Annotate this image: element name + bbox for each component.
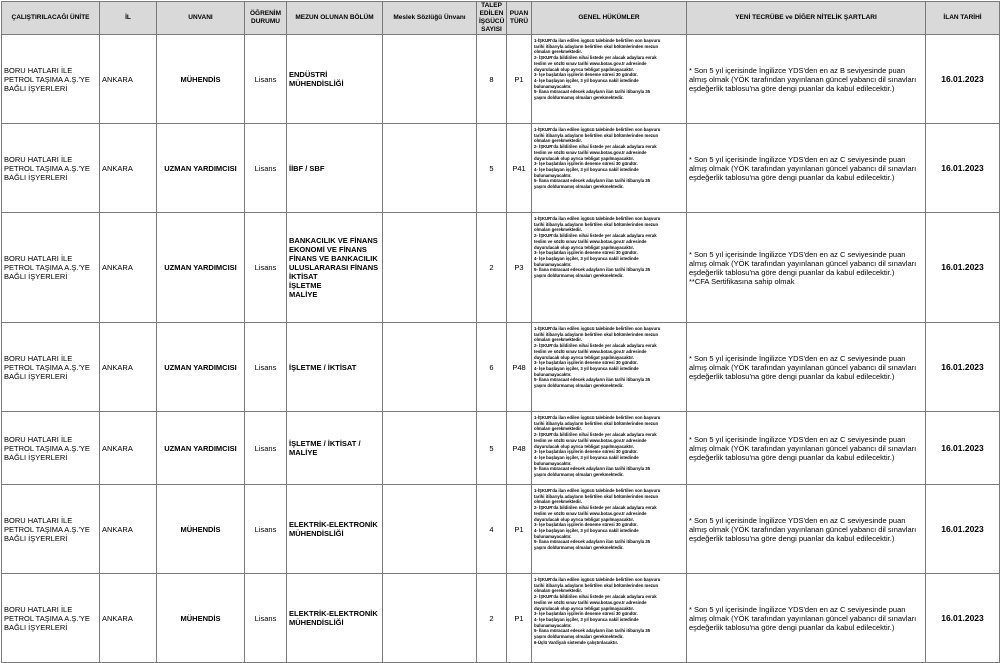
general-cell-line: olmaları gerekmektedir. — [534, 588, 583, 594]
conditions-cell-line: * Son 5 yıl içerisinde İngilizce YDS'den en az C seviyesinde puan — [689, 604, 906, 614]
general-cell-line: 1-İŞKUR'da ilan edilen işgücü talebinde belirtilen son başvuru — [534, 488, 661, 493]
department-cell-line: FİNANS VE BANKACILIK — [289, 254, 378, 263]
conditions-cell-line: * Son 5 yıl içerisinde İngilizce YDS'den en az C seviyesinde puan — [689, 434, 906, 444]
status-cell: Lisans — [245, 323, 287, 412]
conditions-cell — [687, 412, 926, 485]
department-cell-line: İKTİSAT — [289, 272, 318, 281]
date-cell: 16.01.2023 — [926, 574, 1000, 663]
general-cell-line: bulunamayacaktır. — [534, 460, 572, 466]
general-cell-line: olmaları gerekmektedir. — [534, 227, 583, 233]
general-cell-line: olmaları gerekmektedir. — [534, 138, 583, 144]
conditions-cell-line: * Son 5 yıl içerisinde İngilizce YDS'den en az C seviyesinde puan — [689, 249, 906, 259]
general-cell-line: duyurulacak olup ayrıca tebligat yapılmayacaktır. — [534, 354, 635, 360]
general-cell-line: 5- İlana müracaat edecek adayların ilan tarihi itibarıyla 35 — [534, 539, 651, 545]
general-cell-line: 5- İlana müracaat edecek adayların ilan tarihi itibarıyla 35 — [534, 628, 651, 634]
general-cell-line: olmaları gerekmektedir. — [534, 49, 583, 55]
count-cell: 2 — [477, 574, 507, 663]
sozluk-cell — [383, 323, 477, 412]
sozluk-cell — [383, 412, 477, 485]
general-cell-line: yaşını doldurmamış olmaları gerekmektedir. — [534, 273, 624, 279]
count-cell: 4 — [477, 485, 507, 574]
general-cell-line: teslim ve sözlü sınav tarihi www.botas.gov.tr adresinde — [534, 599, 647, 605]
general-cell-line: tarihi itibarıyla adayların belirtilen okul bölümlerinden mezun — [534, 582, 659, 588]
date-cell: 16.01.2023 — [926, 124, 1000, 213]
general-cell-line: yaşını doldurmamış olmaları gerekmektedir. — [534, 184, 624, 190]
conditions-cell — [687, 124, 926, 213]
general-cell-line: olmaları gerekmektedir. — [534, 499, 583, 505]
general-cell — [532, 485, 687, 574]
sozluk-cell — [383, 124, 477, 213]
general-cell-line: 1-İŞKUR'da ilan edilen işgücü talebinde belirtilen son başvuru — [534, 127, 661, 132]
header-puan: PUAN TÜRÜ — [507, 2, 532, 35]
general-cell-line: duyurulacak olup ayrıca tebligat yapılmayacaktır. — [534, 66, 635, 72]
general-cell-line: duyurulacak olup ayrıca tebligat yapılmayacaktır. — [534, 155, 635, 161]
general-cell-line: tarihi itibarıyla adayların belirtilen okul bölümlerinden mezun — [534, 221, 659, 227]
status-cell: Lisans — [245, 124, 287, 213]
status-cell: Lisans — [245, 213, 287, 323]
puan-cell: P1 — [507, 485, 532, 574]
unit-cell: BORU HATLARI İLE PETROL TAŞIMA A.Ş.'YE BAĞLI İŞYERLERİ — [2, 412, 100, 485]
date-cell: 16.01.2023 — [926, 412, 1000, 485]
sozluk-cell — [383, 35, 477, 124]
count-cell: 6 — [477, 323, 507, 412]
general-cell — [532, 213, 687, 323]
general-cell-line: yaşını doldurmamış olmaları gerekmektedir. — [534, 634, 624, 640]
general-cell-line: tarihi itibarıyla adayların belirtilen okul bölümlerinden mezun — [534, 331, 659, 337]
department-cell-line: İŞLETME / İKTİSAT — [289, 362, 357, 372]
department-cell — [287, 323, 383, 412]
general-cell-line: 3- İşe başlatılan işçilerin deneme süresi 30 gündür. — [534, 522, 638, 528]
puan-cell: P3 — [507, 213, 532, 323]
header-unit: ÇALIŞTIRILACAĞI ÜNİTE — [2, 2, 100, 35]
unit-cell: BORU HATLARI İLE PETROL TAŞIMA A.Ş.'YE BAĞLI İŞYERLERİ — [2, 35, 100, 124]
general-cell-line: 2- İŞKUR'da bildirilen nihai listede yer alacak adaylara evrak — [534, 144, 657, 150]
table-row — [2, 485, 1000, 574]
unit-cell: BORU HATLARI İLE PETROL TAŞIMA A.Ş.'YE BAĞLI İŞYERLERİ — [2, 574, 100, 663]
conditions-cell-line: **CFA Sertifikasına sahip olmak — [689, 276, 795, 286]
general-cell-line: 2- İŞKUR'da bildirilen nihai listede yer alacak adaylara evrak — [534, 432, 657, 438]
header-count: TALEP EDİLEN İŞGÜCÜ SAYISI — [477, 2, 507, 35]
unit-cell: BORU HATLARI İLE PETROL TAŞIMA A.Ş.'YE BAĞLI İŞYERLERİ — [2, 213, 100, 323]
general-cell-line: bulunamayacaktır. — [534, 83, 572, 89]
sozluk-cell — [383, 574, 477, 663]
table-row — [2, 124, 1000, 213]
general-cell-line: 5- İlana müracaat edecek adayların ilan tarihi itibarıyla 35 — [534, 89, 651, 95]
department-cell-line: İİBF / SBF — [289, 163, 325, 173]
general-cell-line: 3- İşe başlatılan işçilerin deneme süresi 30 gündür. — [534, 449, 638, 455]
header-row — [2, 2, 1000, 35]
city-cell: ANKARA — [100, 323, 157, 412]
department-cell — [287, 35, 383, 124]
conditions-cell — [687, 35, 926, 124]
general-cell-line: teslim ve sözlü sınav tarihi www.botas.gov.tr adresinde — [534, 149, 647, 155]
conditions-cell-line: * Son 5 yıl içerisinde İngilizce YDS'den en az B seviyesinde puan — [689, 65, 906, 75]
conditions-cell-line: eşdeğerlik tablosu'na göre dengi puanlar da kabul edilecektir.) — [689, 533, 895, 543]
general-cell-line: tarihi itibarıyla adayların belirtilen okul bölümlerinden mezun — [534, 43, 659, 49]
general-cell — [532, 574, 687, 663]
general-cell-line: yaşını doldurmamış olmaları gerekmektedir. — [534, 545, 624, 551]
general-cell-line: 4- İşe başlayan işçiler, 3 yıl boyunca nakil istedinde — [534, 255, 639, 261]
unit-cell: BORU HATLARI İLE PETROL TAŞIMA A.Ş.'YE BAĞLI İŞYERLERİ — [2, 124, 100, 213]
general-cell-line: 5- İlana müracaat edecek adayların ilan tarihi itibarıyla 35 — [534, 466, 651, 472]
general-cell-line: yaşını doldurmamış olmaları gerekmektedir. — [534, 383, 624, 389]
city-cell: ANKARA — [100, 412, 157, 485]
general-cell-line: 2- İŞKUR'da bildirilen nihai listede yer alacak adaylara evrak — [534, 505, 657, 511]
department-cell — [287, 574, 383, 663]
general-cell-line: 5- İlana müracaat edecek adayların ilan tarihi itibarıyla 35 — [534, 178, 651, 184]
title-cell: UZMAN YARDIMCISI — [157, 213, 245, 323]
sozluk-cell — [383, 485, 477, 574]
department-cell-line: ULUSLARARASI FİNANS — [289, 263, 379, 272]
general-cell-line: 1-İŞKUR'da ilan edilen işgücü talebinde belirtilen son başvuru — [534, 38, 661, 43]
conditions-cell-line: eşdeğerlik tablosu'na göre dengi puanlar da kabul edilecektir.) — [689, 452, 895, 462]
general-cell-line: duyurulacak olup ayrıca tebligat yapılmayacaktır. — [534, 244, 635, 250]
unit-cell: BORU HATLARI İLE PETROL TAŞIMA A.Ş.'YE BAĞLI İŞYERLERİ — [2, 485, 100, 574]
title-cell: MÜHENDİS — [157, 574, 245, 663]
general-cell-line: 4- İşe başlayan işçiler, 3 yıl boyunca nakil istedinde — [534, 527, 639, 533]
count-cell: 5 — [477, 412, 507, 485]
general-cell-line: olmaları gerekmektedir. — [534, 426, 583, 432]
general-cell-line: bulunamayacaktır. — [534, 622, 572, 628]
department-cell — [287, 124, 383, 213]
date-cell: 16.01.2023 — [926, 323, 1000, 412]
table-row — [2, 323, 1000, 412]
status-cell: Lisans — [245, 485, 287, 574]
general-cell-line: 3- İşe başlatılan işçilerin deneme süresi 30 gündür. — [534, 360, 638, 366]
puan-cell: P41 — [507, 124, 532, 213]
header-city: İL — [100, 2, 157, 35]
conditions-cell-line: almış olmak (YÖK tarafından yayınlanan güncel yabancı dil sınavları — [689, 258, 917, 268]
general-cell-line: 4- İşe başlayan işçiler, 3 yıl boyunca nakil istedinde — [534, 77, 639, 83]
general-cell-line: teslim ve sözlü sınav tarihi www.botas.gov.tr adresinde — [534, 437, 647, 443]
header-conditions: YENİ TECRÜBE ve DİĞER NİTELİK ŞARTLARI — [687, 2, 926, 35]
city-cell: ANKARA — [100, 124, 157, 213]
conditions-cell-line: * Son 5 yıl içerisinde İngilizce YDS'den en az C seviyesinde puan — [689, 154, 906, 164]
department-cell-line: MÜHENDİSLİĞİ — [289, 79, 344, 88]
puan-cell: P48 — [507, 323, 532, 412]
conditions-cell-line: eşdeğerlik tablosu'na göre dengi puanlar da kabul edilecektir.) — [689, 83, 895, 93]
conditions-cell — [687, 323, 926, 412]
conditions-cell-line: almış olmak (YÖK tarafından yayınlanan güncel yabancı dil sınavları — [689, 524, 917, 534]
general-cell-line: 4- İşe başlayan işçiler, 3 yıl boyunca nakil istedinde — [534, 454, 639, 460]
general-cell-line: bulunamayacaktır. — [534, 172, 572, 178]
header-status: ÖĞRENİM DURUMU — [245, 2, 287, 35]
department-cell-line: EKONOMİ VE FİNANS — [289, 245, 367, 254]
general-cell-line: bulunamayacaktır. — [534, 371, 572, 377]
general-cell-line: 3- İşe başlatılan işçilerin deneme süresi 30 gündür. — [534, 611, 638, 617]
general-cell-line: 4- İşe başlayan işçiler, 3 yıl boyunca nakil istedinde — [534, 616, 639, 622]
general-cell-line: 4- İşe başlayan işçiler, 3 yıl boyunca nakil istedinde — [534, 365, 639, 371]
department-cell — [287, 412, 383, 485]
general-cell-line: bulunamayacaktır. — [534, 261, 572, 267]
general-cell-line: 1-İŞKUR'da ilan edilen işgücü talebinde belirtilen son başvuru — [534, 415, 661, 420]
general-cell-line: teslim ve sözlü sınav tarihi www.botas.gov.tr adresinde — [534, 60, 647, 66]
department-cell-line: İŞLETME — [289, 281, 322, 290]
conditions-cell-line: almış olmak (YÖK tarafından yayınlanan güncel yabancı dil sınavları — [689, 163, 917, 173]
conditions-cell — [687, 574, 926, 663]
general-cell-line: duyurulacak olup ayrıca tebligat yapılmayacaktır. — [534, 443, 635, 449]
general-cell-line: 1-İŞKUR'da ilan edilen işgücü talebinde belirtilen son başvuru — [534, 577, 661, 582]
status-cell: Lisans — [245, 35, 287, 124]
conditions-cell-line: almış olmak (YÖK tarafından yayınlanan güncel yabancı dil sınavları — [689, 74, 917, 84]
department-cell — [287, 485, 383, 574]
general-cell-line: teslim ve sözlü sınav tarihi www.botas.gov.tr adresinde — [534, 348, 647, 354]
conditions-cell-line: eşdeğerlik tablosu'na göre dengi puanlar da kabul edilecektir.) — [689, 172, 895, 182]
general-cell — [532, 124, 687, 213]
header-department: MEZUN OLUNAN BÖLÜM — [287, 2, 383, 35]
puan-cell: P1 — [507, 35, 532, 124]
status-cell: Lisans — [245, 574, 287, 663]
general-cell — [532, 323, 687, 412]
unit-cell: BORU HATLARI İLE PETROL TAŞIMA A.Ş.'YE BAĞLI İŞYERLERİ — [2, 323, 100, 412]
department-cell-line: ELEKTRİK-ELEKTRONİK — [289, 609, 378, 618]
count-cell: 2 — [477, 213, 507, 323]
date-cell: 16.01.2023 — [926, 213, 1000, 323]
title-cell: MÜHENDİS — [157, 485, 245, 574]
department-cell-line: İŞLETME / İKTİSAT / — [289, 439, 361, 448]
department-cell-line: MALİYE — [289, 448, 318, 457]
date-cell: 16.01.2023 — [926, 485, 1000, 574]
department-cell-line: ENDÜSTRİ — [289, 70, 328, 79]
sozluk-cell — [383, 213, 477, 323]
general-cell-line: 2- İŞKUR'da bildirilen nihai listede yer alacak adaylara evrak — [534, 55, 657, 61]
conditions-cell — [687, 485, 926, 574]
table-row — [2, 412, 1000, 485]
city-cell: ANKARA — [100, 35, 157, 124]
conditions-cell-line: * Son 5 yıl içerisinde İngilizce YDS'den en az C seviyesinde puan — [689, 515, 906, 525]
header-title: UNVANI — [157, 2, 245, 35]
general-cell-line: yaşını doldurmamış olmaları gerekmektedir. — [534, 472, 624, 478]
department-cell-line: ELEKTRİK-ELEKTRONİK — [289, 520, 378, 529]
city-cell: ANKARA — [100, 485, 157, 574]
title-cell: MÜHENDİS — [157, 35, 245, 124]
table-body — [2, 35, 1000, 663]
general-cell-line: 3- İşe başlatılan işçilerin deneme süresi 30 gündür. — [534, 250, 638, 256]
general-cell-line: 2- İŞKUR'da bildirilen nihai listede yer alacak adaylara evrak — [534, 594, 657, 600]
general-cell-line: duyurulacak olup ayrıca tebligat yapılmayacaktır. — [534, 605, 635, 611]
general-cell-line: 1-İŞKUR'da ilan edilen işgücü talebinde belirtilen son başvuru — [534, 216, 661, 221]
department-cell-line: MÜHENDİSLİĞİ — [289, 618, 344, 627]
department-cell-line: MALİYE — [289, 290, 318, 299]
general-cell-line: tarihi itibarıyla adayların belirtilen okul bölümlerinden mezun — [534, 420, 659, 426]
city-cell: ANKARA — [100, 574, 157, 663]
date-cell: 16.01.2023 — [926, 35, 1000, 124]
department-cell-line: BANKACILIK VE FİNANS — [289, 236, 378, 245]
general-cell-line: 2- İŞKUR'da bildirilen nihai listede yer alacak adaylara evrak — [534, 233, 657, 239]
general-cell-line: yaşını doldurmamış olmaları gerekmektedir. — [534, 95, 624, 101]
department-cell-line: MÜHENDİSLİĞİ — [289, 529, 344, 538]
general-cell-line: olmaları gerekmektedir. — [534, 337, 583, 343]
conditions-cell-line: eşdeğerlik tablosu'na göre dengi puanlar da kabul edilecektir.) — [689, 371, 895, 381]
general-cell-line: tarihi itibarıyla adayların belirtilen okul bölümlerinden mezun — [534, 493, 659, 499]
conditions-cell — [687, 213, 926, 323]
conditions-cell-line: almış olmak (YÖK tarafından yayınlanan güncel yabancı dil sınavları — [689, 443, 917, 453]
city-cell: ANKARA — [100, 213, 157, 323]
general-cell-line: tarihi itibarıyla adayların belirtilen okul bölümlerinden mezun — [534, 132, 659, 138]
general-cell-line: 6-Üçlü Vardiyalı sistemde çalıştırılacaktır. — [534, 639, 619, 645]
general-cell-line: 5- İlana müracaat edecek adayların ilan tarihi itibarıyla 35 — [534, 377, 651, 383]
general-cell-line: teslim ve sözlü sınav tarihi www.botas.gov.tr adresinde — [534, 510, 647, 516]
conditions-cell-line: eşdeğerlik tablosu'na göre dengi puanlar da kabul edilecektir.) — [689, 622, 895, 632]
title-cell: UZMAN YARDIMCISI — [157, 124, 245, 213]
general-cell — [532, 35, 687, 124]
count-cell: 8 — [477, 35, 507, 124]
general-cell-line: 3- İşe başlatılan işçilerin deneme süresi 30 gündür. — [534, 72, 638, 78]
general-cell — [532, 412, 687, 485]
general-cell-line: teslim ve sözlü sınav tarihi www.botas.gov.tr adresinde — [534, 238, 647, 244]
general-cell-line: 5- İlana müracaat edecek adayların ilan tarihi itibarıyla 35 — [534, 267, 651, 273]
general-cell-line: duyurulacak olup ayrıca tebligat yapılmayacaktır. — [534, 516, 635, 522]
general-cell-line: 2- İŞKUR'da bildirilen nihai listede yer alacak adaylara evrak — [534, 343, 657, 349]
count-cell: 5 — [477, 124, 507, 213]
table-row — [2, 35, 1000, 124]
header-general: GENEL HÜKÜMLER — [532, 2, 687, 35]
department-cell — [287, 213, 383, 323]
puan-cell: P48 — [507, 412, 532, 485]
table-row — [2, 574, 1000, 663]
title-cell: UZMAN YARDIMCISI — [157, 323, 245, 412]
conditions-cell-line: almış olmak (YÖK tarafından yayınlanan güncel yabancı dil sınavları — [689, 362, 917, 372]
conditions-cell-line: almış olmak (YÖK tarafından yayınlanan güncel yabancı dil sınavları — [689, 613, 917, 623]
job-listing-table — [1, 1, 1000, 663]
table-row — [2, 213, 1000, 323]
header-date: İLAN TARİHİ — [926, 2, 1000, 35]
general-cell-line: 4- İşe başlayan işçiler, 3 yıl boyunca nakil istedinde — [534, 166, 639, 172]
general-cell-line: bulunamayacaktır. — [534, 533, 572, 539]
puan-cell: P1 — [507, 574, 532, 663]
general-cell-line: 1-İŞKUR'da ilan edilen işgücü talebinde belirtilen son başvuru — [534, 326, 661, 331]
status-cell: Lisans — [245, 412, 287, 485]
header-sozluk: Meslek Sözlüğü Ünvanı — [383, 2, 477, 35]
conditions-cell-line: * Son 5 yıl içerisinde İngilizce YDS'den en az C seviyesinde puan — [689, 353, 906, 363]
general-cell-line: 3- İşe başlatılan işçilerin deneme süresi 30 gündür. — [534, 161, 638, 167]
title-cell: UZMAN YARDIMCISI — [157, 412, 245, 485]
conditions-cell-line: eşdeğerlik tablosu'na göre dengi puanlar da kabul edilecektir.) — [689, 267, 895, 277]
